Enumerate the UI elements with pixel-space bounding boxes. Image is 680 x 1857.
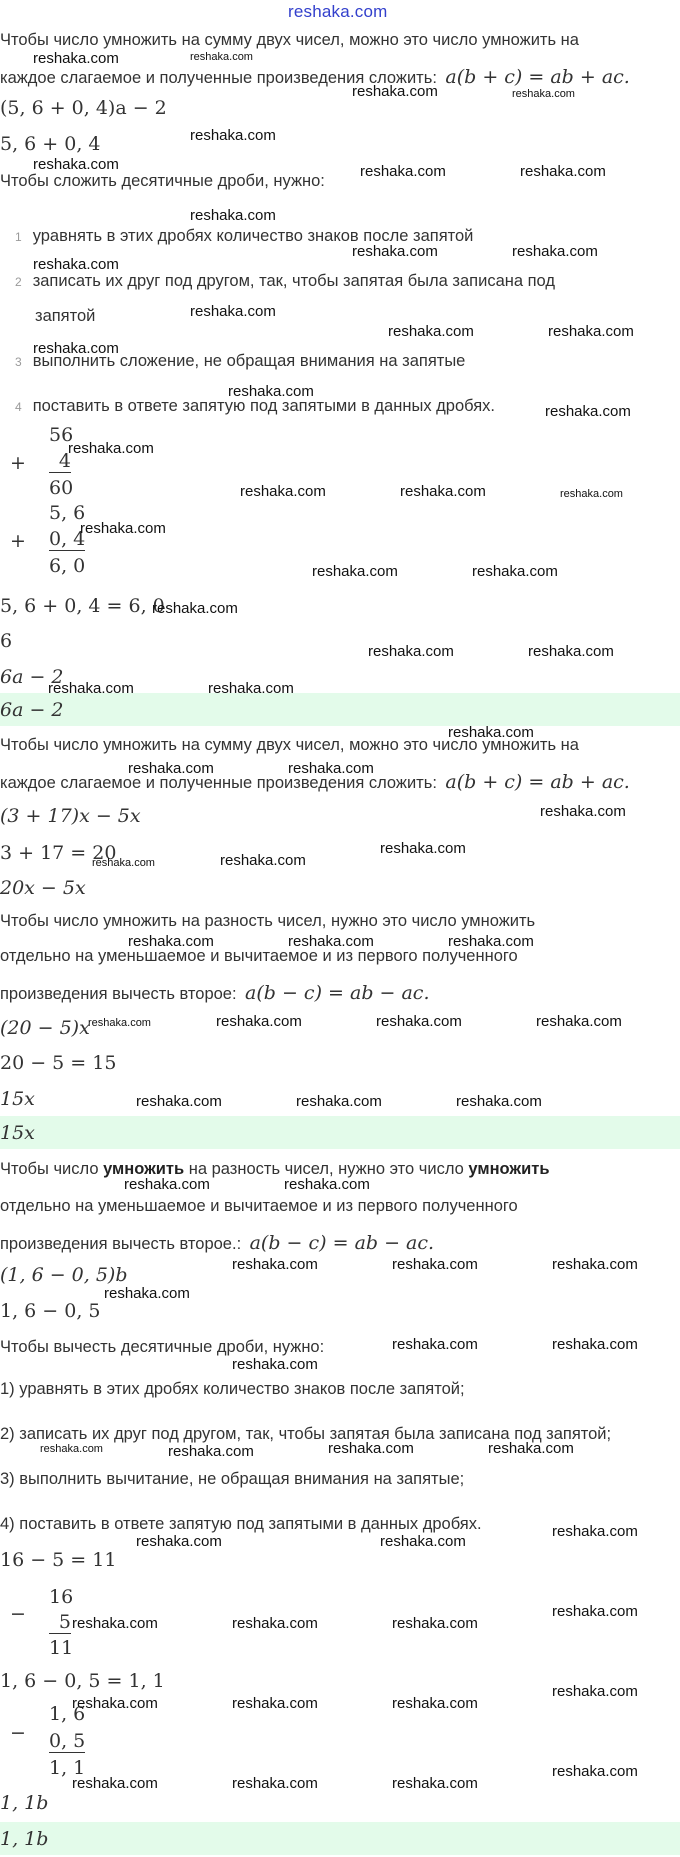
watermark: reshaka.com (512, 88, 575, 100)
column-result: 1, 1 (49, 1757, 86, 1779)
watermark: reshaka.com (552, 1603, 638, 1620)
watermark: reshaka.com (388, 323, 474, 340)
column-bottom: 0, 5 (49, 1730, 86, 1752)
list-item: 2) записать их друг под другом, так, чтобы запятая была записана под запятой; (0, 1425, 612, 1443)
watermark: reshaka.com (352, 83, 438, 100)
list-item: 1) уравнять в этих дробях количество знаков после запятой; (0, 1380, 465, 1398)
expression: (20 − 5)x (0, 1017, 90, 1039)
column-operator: + (10, 530, 26, 552)
answer-band (0, 1822, 680, 1855)
watermark: reshaka.com (512, 243, 598, 260)
watermark: reshaka.com (208, 680, 294, 697)
watermark: reshaka.com (190, 51, 253, 63)
watermark: reshaka.com (360, 163, 446, 180)
decimal-rule: Чтобы сложить десятичные дроби, нужно: (0, 172, 325, 190)
watermark: reshaka.com (545, 403, 631, 420)
watermark: reshaka.com (552, 1763, 638, 1780)
list-item: 4 поставить в ответе запятую под запятыми в данных дробях. (15, 397, 495, 415)
result: 20x − 5x (0, 877, 86, 899)
column-result: 6, 0 (49, 555, 86, 577)
column-bottom: 4 (49, 450, 71, 473)
answer-band (0, 1116, 680, 1149)
watermark: reshaka.com (68, 440, 154, 457)
watermark: reshaka.com (190, 207, 276, 224)
site-logo[interactable]: reshaka.com (288, 2, 388, 21)
step: 20 − 5 = 15 (0, 1052, 117, 1074)
watermark: reshaka.com (552, 1256, 638, 1273)
list-item-continuation: запятой (35, 307, 96, 325)
rule-text: Чтобы число умножить на разность чисел, нужно это число умножить (0, 912, 536, 930)
watermark: reshaka.com (284, 1176, 370, 1193)
rule-formula: a(b − c) = ab − ac. (249, 1232, 435, 1254)
watermark: reshaka.com (80, 520, 166, 537)
watermark: reshaka.com (400, 483, 486, 500)
watermark: reshaka.com (528, 643, 614, 660)
rule-text: Чтобы число умножить на сумму двух чисел, можно это число умножить на (0, 736, 579, 754)
answer: 6a − 2 (0, 699, 64, 721)
column-top: 16 (49, 1586, 74, 1608)
watermark: reshaka.com (88, 1017, 151, 1029)
watermark: reshaka.com (232, 1256, 318, 1273)
watermark: reshaka.com (48, 680, 134, 697)
watermark: reshaka.com (40, 1443, 103, 1455)
rule-line: произведения вычесть второе.: a(b − c) = ab − ac. (0, 1232, 435, 1254)
step: 5, 6 + 0, 4 (0, 133, 101, 155)
sum-line: 5, 6 + 0, 4 = 6, 0 (0, 595, 165, 617)
column-operator: + (10, 452, 26, 474)
watermark: reshaka.com (33, 340, 119, 357)
watermark: reshaka.com (288, 760, 374, 777)
column-result: 11 (49, 1637, 74, 1659)
difference-line: 16 − 5 = 11 (0, 1549, 117, 1571)
list-item: 1 уравнять в этих дробях количество знаков после запятой (15, 227, 474, 245)
watermark: reshaka.com (33, 156, 119, 173)
list-item: 2 записать их друг под другом, так, чтобы запятая была записана под (15, 272, 555, 290)
list-item: 4) поставить в ответе запятую под запятыми в данных дробях. (0, 1515, 482, 1533)
list-item: 3) выполнить вычитание, не обращая внимания на запятые; (0, 1470, 465, 1488)
watermark: reshaka.com (220, 852, 306, 869)
column-operator: − (10, 1603, 26, 1625)
watermark: reshaka.com (232, 1695, 318, 1712)
watermark: reshaka.com (190, 303, 276, 320)
watermark: reshaka.com (448, 724, 534, 741)
watermark: reshaka.com (72, 1695, 158, 1712)
decimal-rule: Чтобы вычесть десятичные дроби, нужно: (0, 1338, 325, 1356)
watermark: reshaka.com (72, 1615, 158, 1632)
list-item: 3 выполнить сложение, не обращая внимания на запятые (15, 352, 466, 370)
watermark: reshaka.com (488, 1440, 574, 1457)
step: 3 + 17 = 20 (0, 842, 117, 864)
watermark: reshaka.com (352, 243, 438, 260)
watermark: reshaka.com (392, 1336, 478, 1353)
watermark: reshaka.com (540, 803, 626, 820)
watermark: reshaka.com (380, 840, 466, 857)
watermark: reshaka.com (296, 1093, 382, 1110)
watermark: reshaka.com (448, 933, 534, 950)
watermark: reshaka.com (33, 50, 119, 67)
watermark: reshaka.com (328, 1440, 414, 1457)
result: 15x (0, 1088, 35, 1110)
rule-text: отдельно на уменьшаемое и вычитаемое и из первого полученного (0, 1197, 518, 1215)
watermark: reshaka.com (216, 1013, 302, 1030)
expression: (3 + 17)x − 5x (0, 805, 141, 827)
column-bottom: 5 (49, 1611, 71, 1634)
watermark: reshaka.com (228, 383, 314, 400)
watermark: reshaka.com (472, 563, 558, 580)
rule-line: каждое слагаемое и полученные произведения сложить: a(b + c) = ab + ac. (0, 771, 630, 793)
difference-line: 1, 6 − 0, 5 = 1, 1 (0, 1670, 165, 1692)
column-top: 5, 6 (49, 502, 86, 524)
watermark: reshaka.com (368, 643, 454, 660)
column-top: 56 (49, 424, 74, 446)
watermark: reshaka.com (128, 760, 214, 777)
watermark: reshaka.com (136, 1093, 222, 1110)
watermark: reshaka.com (152, 600, 238, 617)
column-result: 60 (49, 477, 74, 499)
watermark: reshaka.com (536, 1013, 622, 1030)
column-bottom: 0, 4 (49, 528, 86, 550)
rule-line: каждое слагаемое и полученные произведения сложить: a(b + c) = ab + ac. (0, 66, 630, 88)
expression: (1, 6 − 0, 5)b (0, 1264, 128, 1286)
answer: 15x (0, 1122, 35, 1144)
watermark: reshaka.com (560, 488, 623, 500)
rule-text: отдельно на уменьшаемое и вычитаемое и из первого полученного (0, 947, 518, 965)
watermark: reshaka.com (380, 1533, 466, 1550)
answer-band (0, 693, 680, 726)
watermark: reshaka.com (72, 1775, 158, 1792)
result: 1, 1b (0, 1792, 49, 1814)
watermark: reshaka.com (232, 1615, 318, 1632)
watermark: reshaka.com (552, 1523, 638, 1540)
answer: 1, 1b (0, 1828, 49, 1850)
rule-text: Чтобы число умножить на сумму двух чисел, можно это число умножить на (0, 31, 579, 49)
watermark: reshaka.com (312, 563, 398, 580)
watermark: reshaka.com (288, 933, 374, 950)
watermark: reshaka.com (168, 1443, 254, 1460)
watermark: reshaka.com (520, 163, 606, 180)
watermark: reshaka.com (92, 857, 155, 869)
rule-text: Чтобы число умножить на разность чисел, нужно это число умножить (0, 1160, 550, 1178)
expression: (5, 6 + 0, 4)a − 2 (0, 97, 167, 119)
column-operator: − (10, 1722, 26, 1744)
watermark: reshaka.com (552, 1336, 638, 1353)
watermark: reshaka.com (548, 323, 634, 340)
rule-formula: a(b + c) = ab + ac. (445, 66, 630, 88)
rule-formula: a(b + c) = ab + ac. (445, 771, 630, 793)
watermark: reshaka.com (552, 1683, 638, 1700)
watermark: reshaka.com (392, 1256, 478, 1273)
watermark: reshaka.com (240, 483, 326, 500)
watermark: reshaka.com (232, 1775, 318, 1792)
expression-result: 6a − 2 (0, 666, 64, 688)
value: 6 (0, 630, 13, 652)
watermark: reshaka.com (33, 256, 119, 273)
watermark: reshaka.com (456, 1093, 542, 1110)
watermark: reshaka.com (190, 127, 276, 144)
rule-formula: a(b − c) = ab − ac. (245, 982, 430, 1004)
watermark: reshaka.com (136, 1533, 222, 1550)
rule-line: произведения вычесть второе: a(b − c) = ab − ac. (0, 982, 430, 1004)
watermark: reshaka.com (232, 1356, 318, 1373)
column-top: 1, 6 (49, 1703, 86, 1725)
watermark: reshaka.com (128, 933, 214, 950)
watermark: reshaka.com (392, 1775, 478, 1792)
step: 1, 6 − 0, 5 (0, 1300, 101, 1322)
watermark: reshaka.com (124, 1176, 210, 1193)
watermark: reshaka.com (376, 1013, 462, 1030)
watermark: reshaka.com (392, 1695, 478, 1712)
watermark: reshaka.com (104, 1285, 190, 1302)
watermark: reshaka.com (392, 1615, 478, 1632)
